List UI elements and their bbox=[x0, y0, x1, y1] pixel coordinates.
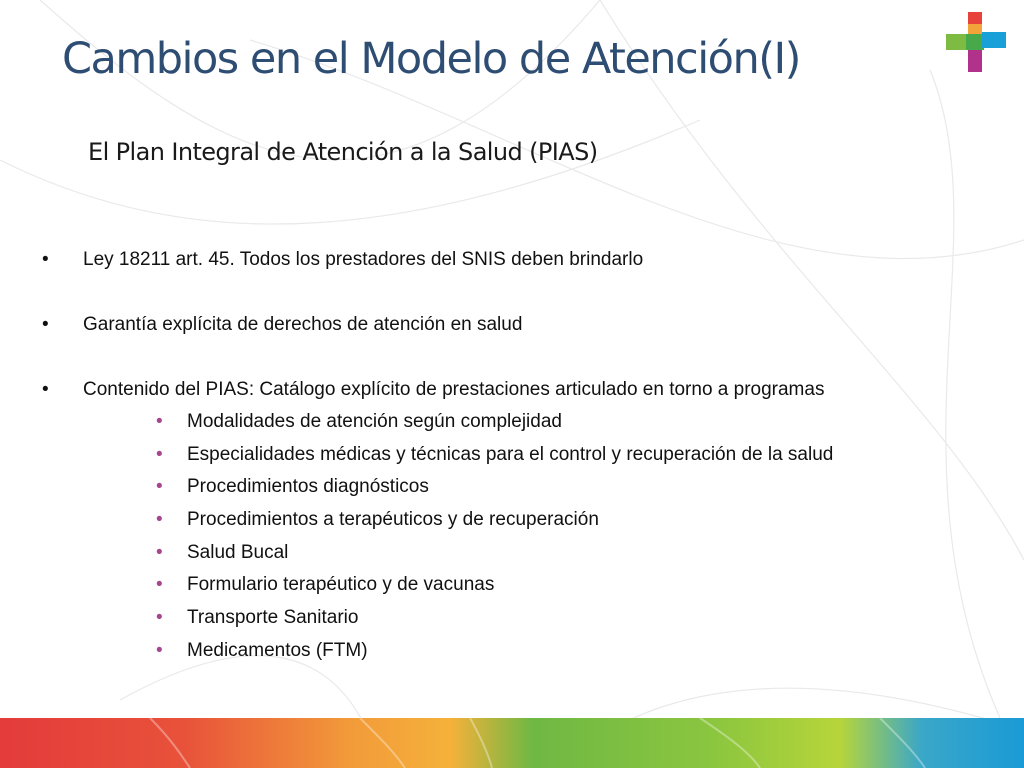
sub-bullet-dot: • bbox=[156, 607, 163, 629]
sub-bullet-dot: • bbox=[156, 476, 163, 498]
sub-bullet-text: Medicamentos (FTM) bbox=[187, 639, 368, 661]
sub-bullet-dot: • bbox=[156, 509, 163, 531]
sub-bullet-dot: • bbox=[156, 639, 163, 661]
sub-bullet-text: Formulario terapéutico y de vacunas bbox=[187, 574, 495, 596]
bullet-text: Garantía explícita de derechos de atención en salud bbox=[83, 314, 523, 335]
sub-bullet-dot: • bbox=[156, 541, 163, 563]
sub-bullet-dot: • bbox=[156, 574, 163, 596]
bullet-text: Contenido del PIAS: Catálogo explícito de prestaciones articulado en torno a programas bbox=[83, 379, 825, 400]
bullet-dot: • bbox=[42, 249, 49, 270]
sub-bullet-text: Especialidades médicas y técnicas para el control y recuperación de la salud bbox=[187, 443, 834, 465]
sub-bullet-text: Transporte Sanitario bbox=[187, 607, 359, 629]
health-cross-logo bbox=[944, 12, 1008, 74]
sub-bullet-dot: • bbox=[156, 443, 163, 465]
sub-bullet-text: Procedimientos diagnósticos bbox=[187, 476, 429, 498]
bottom-color-band bbox=[0, 718, 1024, 768]
bullet-dot: • bbox=[42, 314, 49, 335]
sub-bullet-text: Procedimientos a terapéuticos y de recuperación bbox=[187, 509, 599, 531]
sub-bullet-text: Modalidades de atención según complejidad bbox=[187, 411, 562, 432]
slide-title: Cambios en el Modelo de Atención(I) bbox=[62, 34, 800, 84]
bullet-dot: • bbox=[42, 379, 49, 400]
slide-subtitle: El Plan Integral de Atención a la Salud (PIAS) bbox=[88, 138, 598, 166]
sub-bullet-text: Salud Bucal bbox=[187, 541, 289, 563]
bullet-text: Ley 18211 art. 45. Todos los prestadores del SNIS deben brindarlo bbox=[83, 249, 644, 270]
sub-bullet-dot: • bbox=[156, 411, 163, 432]
